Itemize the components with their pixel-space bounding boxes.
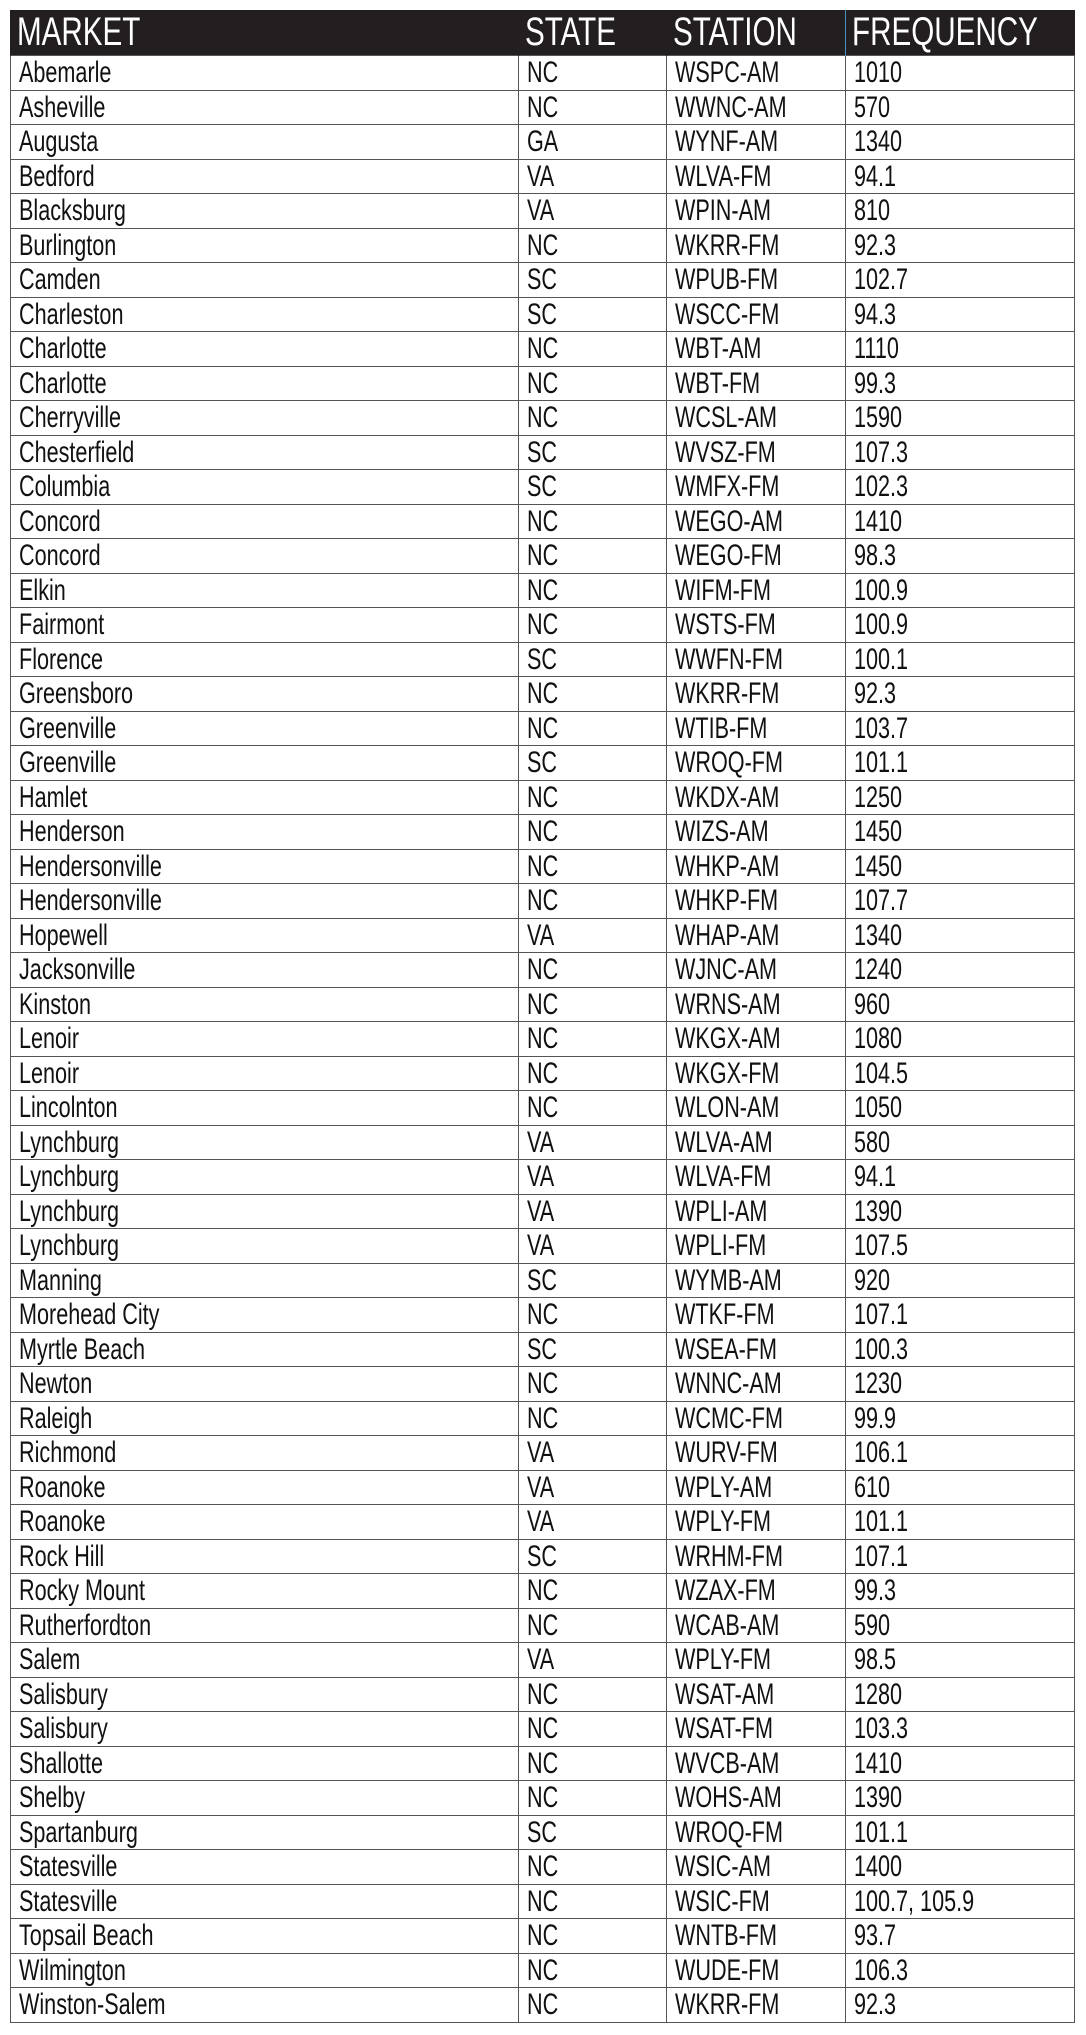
frequency-cell: 920	[846, 1263, 1075, 1298]
table-row	[11, 297, 1075, 332]
state-cell: NC	[519, 539, 667, 574]
station-cell: WHKP-AM	[667, 849, 846, 884]
frequency-cell: 107.7	[846, 884, 1075, 919]
frequency-cell: 107.1	[846, 1298, 1075, 1333]
table-row	[11, 1298, 1075, 1333]
station-cell: WLON-AM	[667, 1091, 846, 1126]
header-station: STATION	[667, 10, 846, 56]
table-row	[11, 1781, 1075, 1816]
station-cell: WNNC-AM	[667, 1367, 846, 1402]
state-cell: NC	[519, 1884, 667, 1919]
station-cell: WHAP-AM	[667, 918, 846, 953]
frequency-cell: 1410	[846, 504, 1075, 539]
frequency-cell: 92.3	[846, 1988, 1075, 2023]
state-cell: SC	[519, 1263, 667, 1298]
state-cell: SC	[519, 1332, 667, 1367]
frequency-cell: 1080	[846, 1022, 1075, 1057]
state-cell: VA	[519, 1505, 667, 1540]
table-row	[11, 1539, 1075, 1574]
frequency-cell: 100.3	[846, 1332, 1075, 1367]
frequency-cell: 102.7	[846, 263, 1075, 298]
table-row	[11, 1574, 1075, 1609]
frequency-cell: 103.7	[846, 711, 1075, 746]
table-row	[11, 504, 1075, 539]
frequency-cell: 1230	[846, 1367, 1075, 1402]
table-row	[11, 1367, 1075, 1402]
table-row	[11, 194, 1075, 229]
station-cell: WEGO-AM	[667, 504, 846, 539]
state-cell: NC	[519, 228, 667, 263]
station-cell: WPIN-AM	[667, 194, 846, 229]
station-cell: WMFX-FM	[667, 470, 846, 505]
state-cell: NC	[519, 1574, 667, 1609]
station-cell: WKGX-FM	[667, 1056, 846, 1091]
frequency-cell: 1280	[846, 1677, 1075, 1712]
station-cell: WPLY-FM	[667, 1643, 846, 1678]
frequency-cell: 1050	[846, 1091, 1075, 1126]
market-cell: Burlington	[11, 228, 519, 263]
frequency-cell: 93.7	[846, 1919, 1075, 1954]
station-cell: WKRR-FM	[667, 1988, 846, 2023]
frequency-cell: 107.5	[846, 1229, 1075, 1264]
table-row	[11, 1988, 1075, 2023]
state-cell: NC	[519, 401, 667, 436]
station-cell: WEGO-FM	[667, 539, 846, 574]
market-cell: Roanoke	[11, 1470, 519, 1505]
table-row	[11, 884, 1075, 919]
station-cell: WROQ-FM	[667, 1815, 846, 1850]
table-row	[11, 1953, 1075, 1988]
state-cell: SC	[519, 297, 667, 332]
market-cell: Lincolnton	[11, 1091, 519, 1126]
frequency-cell: 1240	[846, 953, 1075, 988]
state-cell: VA	[519, 1436, 667, 1471]
station-cell: WBT-AM	[667, 332, 846, 367]
state-cell: VA	[519, 1643, 667, 1678]
table-row	[11, 1815, 1075, 1850]
station-cell: WZAX-FM	[667, 1574, 846, 1609]
frequency-cell: 98.5	[846, 1643, 1075, 1678]
market-cell: Wilmington	[11, 1953, 519, 1988]
frequency-cell: 102.3	[846, 470, 1075, 505]
station-cell: WCMC-FM	[667, 1401, 846, 1436]
frequency-cell: 92.3	[846, 677, 1075, 712]
market-cell: Chesterfield	[11, 435, 519, 470]
frequency-cell: 610	[846, 1470, 1075, 1505]
table-row	[11, 366, 1075, 401]
market-cell: Statesville	[11, 1884, 519, 1919]
station-cell: WPLY-FM	[667, 1505, 846, 1540]
market-cell: Hamlet	[11, 780, 519, 815]
frequency-cell: 1450	[846, 815, 1075, 850]
state-cell: SC	[519, 642, 667, 677]
table-row	[11, 1056, 1075, 1091]
state-cell: NC	[519, 1022, 667, 1057]
state-cell: NC	[519, 677, 667, 712]
market-cell: Concord	[11, 504, 519, 539]
state-cell: NC	[519, 1401, 667, 1436]
market-cell: Cherryville	[11, 401, 519, 436]
state-cell: NC	[519, 1953, 667, 1988]
market-cell: Elkin	[11, 573, 519, 608]
state-cell: NC	[519, 1367, 667, 1402]
station-cell: WIFM-FM	[667, 573, 846, 608]
frequency-cell: 101.1	[846, 746, 1075, 781]
table-row	[11, 1125, 1075, 1160]
frequency-cell: 1400	[846, 1850, 1075, 1885]
table-row	[11, 56, 1075, 91]
table-row	[11, 642, 1075, 677]
frequency-cell: 94.1	[846, 159, 1075, 194]
frequency-cell: 101.1	[846, 1505, 1075, 1540]
market-cell: Myrtle Beach	[11, 1332, 519, 1367]
market-cell: Columbia	[11, 470, 519, 505]
state-cell: SC	[519, 470, 667, 505]
table-row	[11, 815, 1075, 850]
market-cell: Augusta	[11, 125, 519, 160]
frequency-cell: 106.1	[846, 1436, 1075, 1471]
frequency-cell: 104.5	[846, 1056, 1075, 1091]
station-cell: WVSZ-FM	[667, 435, 846, 470]
table-row	[11, 1194, 1075, 1229]
station-cell: WSAT-FM	[667, 1712, 846, 1747]
market-cell: Rock Hill	[11, 1539, 519, 1574]
state-cell: NC	[519, 884, 667, 919]
frequency-cell: 1410	[846, 1746, 1075, 1781]
state-cell: VA	[519, 1229, 667, 1264]
station-cell: WYMB-AM	[667, 1263, 846, 1298]
market-cell: Camden	[11, 263, 519, 298]
state-cell: NC	[519, 1298, 667, 1333]
table-row	[11, 1677, 1075, 1712]
frequency-cell: 100.9	[846, 573, 1075, 608]
state-cell: NC	[519, 332, 667, 367]
market-cell: Rocky Mount	[11, 1574, 519, 1609]
table-row	[11, 1643, 1075, 1678]
station-cell: WWFN-FM	[667, 642, 846, 677]
station-cell: WROQ-FM	[667, 746, 846, 781]
frequency-cell: 1390	[846, 1781, 1075, 1816]
frequency-cell: 100.1	[846, 642, 1075, 677]
frequency-cell: 107.1	[846, 1539, 1075, 1574]
station-cell: WIZS-AM	[667, 815, 846, 850]
state-cell: NC	[519, 56, 667, 91]
state-cell: NC	[519, 953, 667, 988]
state-cell: VA	[519, 1194, 667, 1229]
station-cell: WURV-FM	[667, 1436, 846, 1471]
state-cell: VA	[519, 1125, 667, 1160]
station-cell: WKGX-AM	[667, 1022, 846, 1057]
header-state: STATE	[519, 10, 667, 56]
station-cell: WPLI-FM	[667, 1229, 846, 1264]
market-cell: Greensboro	[11, 677, 519, 712]
market-cell: Lynchburg	[11, 1229, 519, 1264]
table-row	[11, 1022, 1075, 1057]
frequency-cell: 100.7, 105.9	[846, 1884, 1075, 1919]
table-row	[11, 401, 1075, 436]
state-cell: GA	[519, 125, 667, 160]
market-cell: Greenville	[11, 746, 519, 781]
state-cell: VA	[519, 918, 667, 953]
station-cell: WSEA-FM	[667, 1332, 846, 1367]
station-cell: WSIC-AM	[667, 1850, 846, 1885]
market-cell: Shallotte	[11, 1746, 519, 1781]
state-cell: NC	[519, 1988, 667, 2023]
state-cell: NC	[519, 780, 667, 815]
market-cell: Hendersonville	[11, 849, 519, 884]
table-row	[11, 1229, 1075, 1264]
market-cell: Asheville	[11, 90, 519, 125]
market-cell: Kinston	[11, 987, 519, 1022]
header-frequency: FREQUENCY	[846, 10, 1075, 56]
market-cell: Charlotte	[11, 332, 519, 367]
station-cell: WNTB-FM	[667, 1919, 846, 1954]
market-cell: Abemarle	[11, 56, 519, 91]
station-cell: WYNF-AM	[667, 125, 846, 160]
market-cell: Salisbury	[11, 1712, 519, 1747]
station-cell: WRNS-AM	[667, 987, 846, 1022]
state-cell: NC	[519, 573, 667, 608]
frequency-cell: 94.3	[846, 297, 1075, 332]
market-cell: Winston-Salem	[11, 1988, 519, 2023]
table-row	[11, 1884, 1075, 1919]
station-cell: WSPC-AM	[667, 56, 846, 91]
state-cell: SC	[519, 1815, 667, 1850]
market-cell: Florence	[11, 642, 519, 677]
market-cell: Lynchburg	[11, 1194, 519, 1229]
frequency-cell: 1340	[846, 125, 1075, 160]
table-row	[11, 1470, 1075, 1505]
table-row	[11, 1712, 1075, 1747]
frequency-cell: 810	[846, 194, 1075, 229]
market-cell: Lynchburg	[11, 1160, 519, 1195]
table-row	[11, 1436, 1075, 1471]
frequency-cell: 107.3	[846, 435, 1075, 470]
table-row	[11, 263, 1075, 298]
station-cell: WTIB-FM	[667, 711, 846, 746]
station-cell: WSIC-FM	[667, 1884, 846, 1919]
table-body	[11, 56, 1075, 2023]
table-row	[11, 711, 1075, 746]
station-cell: WCAB-AM	[667, 1608, 846, 1643]
station-cell: WBT-FM	[667, 366, 846, 401]
table-row	[11, 1160, 1075, 1195]
table-row	[11, 849, 1075, 884]
state-cell: NC	[519, 849, 667, 884]
table-row	[11, 780, 1075, 815]
frequency-cell: 960	[846, 987, 1075, 1022]
station-cell: WSAT-AM	[667, 1677, 846, 1712]
table-row	[11, 1505, 1075, 1540]
header-row	[11, 10, 1075, 56]
market-cell: Jacksonville	[11, 953, 519, 988]
market-cell: Charlotte	[11, 366, 519, 401]
state-cell: NC	[519, 366, 667, 401]
state-cell: NC	[519, 1091, 667, 1126]
state-cell: NC	[519, 1677, 667, 1712]
table-row	[11, 470, 1075, 505]
market-cell: Fairmont	[11, 608, 519, 643]
frequency-cell: 101.1	[846, 1815, 1075, 1850]
table-row	[11, 1263, 1075, 1298]
table-header	[11, 10, 1075, 56]
frequency-cell: 1390	[846, 1194, 1075, 1229]
frequency-cell: 1340	[846, 918, 1075, 953]
frequency-cell: 1010	[846, 56, 1075, 91]
state-cell: NC	[519, 504, 667, 539]
table-row	[11, 746, 1075, 781]
market-cell: Hopewell	[11, 918, 519, 953]
table-row	[11, 435, 1075, 470]
table-row	[11, 1608, 1075, 1643]
market-cell: Topsail Beach	[11, 1919, 519, 1954]
table-row	[11, 228, 1075, 263]
state-cell: NC	[519, 608, 667, 643]
frequency-cell: 98.3	[846, 539, 1075, 574]
station-cell: WJNC-AM	[667, 953, 846, 988]
state-cell: SC	[519, 263, 667, 298]
station-cell: WPUB-FM	[667, 263, 846, 298]
station-cell: WLVA-FM	[667, 1160, 846, 1195]
table-row	[11, 953, 1075, 988]
table-row	[11, 918, 1075, 953]
market-cell: Bedford	[11, 159, 519, 194]
state-cell: NC	[519, 90, 667, 125]
station-cell: WRHM-FM	[667, 1539, 846, 1574]
market-cell: Blacksburg	[11, 194, 519, 229]
market-cell: Morehead City	[11, 1298, 519, 1333]
state-cell: NC	[519, 1850, 667, 1885]
frequency-cell: 103.3	[846, 1712, 1075, 1747]
market-cell: Shelby	[11, 1781, 519, 1816]
station-cell: WPLI-AM	[667, 1194, 846, 1229]
market-cell: Lynchburg	[11, 1125, 519, 1160]
state-cell: SC	[519, 746, 667, 781]
state-cell: NC	[519, 1919, 667, 1954]
station-cell: WPLY-AM	[667, 1470, 846, 1505]
state-cell: NC	[519, 1712, 667, 1747]
market-cell: Henderson	[11, 815, 519, 850]
market-cell: Newton	[11, 1367, 519, 1402]
frequency-cell: 92.3	[846, 228, 1075, 263]
station-cell: WKDX-AM	[667, 780, 846, 815]
state-cell: NC	[519, 987, 667, 1022]
station-cell: WTKF-FM	[667, 1298, 846, 1333]
frequency-cell: 1110	[846, 332, 1075, 367]
market-cell: Concord	[11, 539, 519, 574]
state-cell: NC	[519, 815, 667, 850]
frequency-cell: 590	[846, 1608, 1075, 1643]
frequency-cell: 94.1	[846, 1160, 1075, 1195]
market-cell: Lenoir	[11, 1022, 519, 1057]
header-market: MARKET	[11, 10, 519, 56]
station-cell: WKRR-FM	[667, 228, 846, 263]
frequency-cell: 99.3	[846, 366, 1075, 401]
table-row	[11, 1401, 1075, 1436]
frequency-cell: 1450	[846, 849, 1075, 884]
frequency-cell: 1590	[846, 401, 1075, 436]
table-row	[11, 332, 1075, 367]
market-cell: Salem	[11, 1643, 519, 1678]
state-cell: NC	[519, 711, 667, 746]
table-row	[11, 1919, 1075, 1954]
table-row	[11, 1746, 1075, 1781]
radio-stations-table	[10, 10, 1075, 2023]
table-row	[11, 573, 1075, 608]
table-row	[11, 1091, 1075, 1126]
table-row	[11, 539, 1075, 574]
state-cell: VA	[519, 194, 667, 229]
station-cell: WSTS-FM	[667, 608, 846, 643]
station-cell: WLVA-FM	[667, 159, 846, 194]
station-cell: WWNC-AM	[667, 90, 846, 125]
station-cell: WLVA-AM	[667, 1125, 846, 1160]
station-cell: WHKP-FM	[667, 884, 846, 919]
state-cell: SC	[519, 1539, 667, 1574]
station-cell: WVCB-AM	[667, 1746, 846, 1781]
frequency-cell: 1250	[846, 780, 1075, 815]
state-cell: NC	[519, 1056, 667, 1091]
market-cell: Lenoir	[11, 1056, 519, 1091]
market-cell: Salisbury	[11, 1677, 519, 1712]
table-row	[11, 677, 1075, 712]
market-cell: Roanoke	[11, 1505, 519, 1540]
market-cell: Charleston	[11, 297, 519, 332]
frequency-cell: 570	[846, 90, 1075, 125]
state-cell: VA	[519, 1470, 667, 1505]
market-cell: Greenville	[11, 711, 519, 746]
frequency-cell: 99.3	[846, 1574, 1075, 1609]
state-cell: NC	[519, 1608, 667, 1643]
market-cell: Statesville	[11, 1850, 519, 1885]
frequency-cell: 106.3	[846, 1953, 1075, 1988]
frequency-cell: 100.9	[846, 608, 1075, 643]
table-row	[11, 125, 1075, 160]
station-cell: WUDE-FM	[667, 1953, 846, 1988]
frequency-cell: 99.9	[846, 1401, 1075, 1436]
table-row	[11, 159, 1075, 194]
market-cell: Hendersonville	[11, 884, 519, 919]
table-row	[11, 1850, 1075, 1885]
state-cell: VA	[519, 159, 667, 194]
market-cell: Spartanburg	[11, 1815, 519, 1850]
table-row	[11, 1332, 1075, 1367]
table-row	[11, 90, 1075, 125]
market-cell: Raleigh	[11, 1401, 519, 1436]
station-cell: WKRR-FM	[667, 677, 846, 712]
frequency-cell: 580	[846, 1125, 1075, 1160]
market-cell: Rutherfordton	[11, 1608, 519, 1643]
station-cell: WCSL-AM	[667, 401, 846, 436]
state-cell: VA	[519, 1160, 667, 1195]
station-cell: WSCC-FM	[667, 297, 846, 332]
market-cell: Richmond	[11, 1436, 519, 1471]
state-cell: NC	[519, 1781, 667, 1816]
table-row	[11, 987, 1075, 1022]
state-cell: SC	[519, 435, 667, 470]
table-row	[11, 608, 1075, 643]
state-cell: NC	[519, 1746, 667, 1781]
station-cell: WOHS-AM	[667, 1781, 846, 1816]
market-cell: Manning	[11, 1263, 519, 1298]
